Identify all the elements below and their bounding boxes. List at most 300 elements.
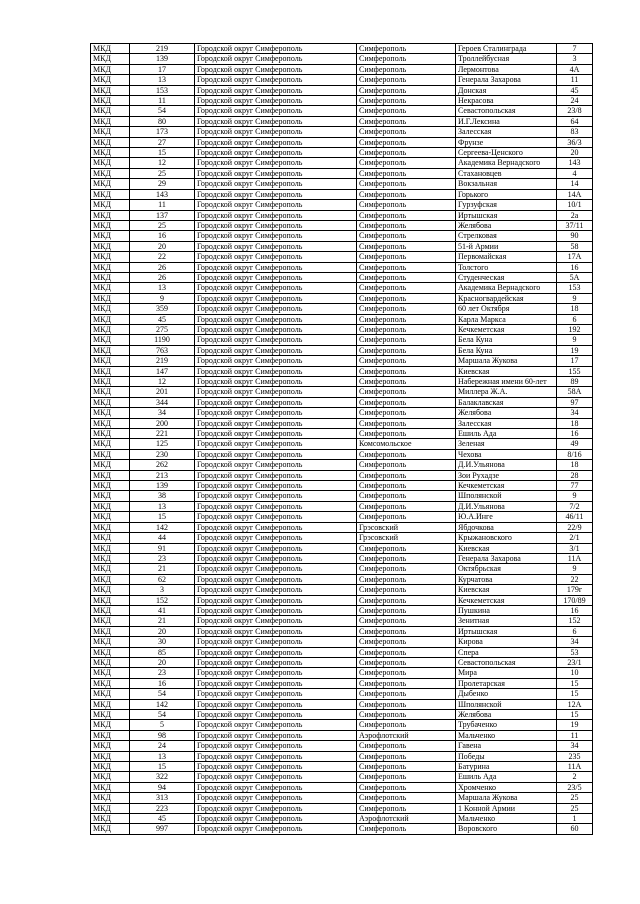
number-cell: 201 [130,387,195,397]
number-cell: 1190 [130,335,195,345]
table-row [91,304,593,314]
locality-cell: Симферополь [357,710,456,720]
district-cell: Городской округ Симферополь [195,439,357,449]
number-cell: 80 [130,116,195,126]
table-row [91,272,593,282]
street-cell: Севастопольская [456,657,557,667]
house-cell: 53 [557,647,593,657]
house-cell: 37/11 [557,220,593,230]
number-cell: 9 [130,293,195,303]
table-row [91,481,593,491]
house-cell: 10/1 [557,200,593,210]
locality-cell: Симферополь [357,616,456,626]
number-cell: 147 [130,366,195,376]
district-cell: Городской округ Симферополь [195,533,357,543]
type-cell: МКД [91,418,130,428]
type-cell: МКД [91,220,130,230]
house-cell: 6 [557,314,593,324]
locality-cell: Симферополь [357,335,456,345]
table-row [91,429,593,439]
house-cell: 9 [557,491,593,501]
house-cell: 23/5 [557,782,593,792]
locality-cell: Симферополь [357,429,456,439]
number-cell: 12 [130,158,195,168]
street-cell: Д.И.Ульянова [456,460,557,470]
table-row [91,657,593,667]
district-cell: Городской округ Симферополь [195,387,357,397]
type-cell: МКД [91,148,130,158]
table-row [91,54,593,64]
type-cell: МКД [91,605,130,615]
table-row [91,793,593,803]
table-row [91,626,593,636]
number-cell: 153 [130,85,195,95]
type-cell: МКД [91,304,130,314]
house-cell: 22/9 [557,522,593,532]
type-cell: МКД [91,377,130,387]
locality-cell: Симферополь [357,470,456,480]
district-cell: Городской округ Симферополь [195,585,357,595]
street-cell: 51-й Армии [456,241,557,251]
table-row [91,512,593,522]
house-cell: 11А [557,553,593,563]
number-cell: 20 [130,657,195,667]
house-cell: 64 [557,116,593,126]
district-cell: Городской округ Симферополь [195,751,357,761]
number-cell: 16 [130,678,195,688]
number-cell: 15 [130,148,195,158]
house-cell: 2/1 [557,533,593,543]
table-row [91,647,593,657]
district-cell: Городской округ Симферополь [195,574,357,584]
street-cell: Желябова [456,220,557,230]
number-cell: 54 [130,710,195,720]
type-cell: МКД [91,491,130,501]
locality-cell: Симферополь [357,44,456,54]
locality-cell: Симферополь [357,793,456,803]
table-row [91,782,593,792]
type-cell: МКД [91,44,130,54]
locality-cell: Симферополь [357,345,456,355]
locality-cell: Симферополь [357,64,456,74]
street-cell: Киевская [456,366,557,376]
type-cell: МКД [91,533,130,543]
house-cell: 15 [557,710,593,720]
house-cell: 2а [557,210,593,220]
type-cell: МКД [91,179,130,189]
locality-cell: Симферополь [357,262,456,272]
table-row [91,189,593,199]
locality-cell: Симферополь [357,751,456,761]
table-row [91,595,593,605]
table-row [91,148,593,158]
locality-cell: Симферополь [357,75,456,85]
number-cell: 142 [130,699,195,709]
table-row [91,200,593,210]
street-cell: Спера [456,647,557,657]
street-cell: Победы [456,751,557,761]
number-cell: 23 [130,553,195,563]
number-cell: 54 [130,689,195,699]
number-cell: 262 [130,460,195,470]
type-cell: МКД [91,252,130,262]
type-cell: МКД [91,616,130,626]
type-cell: МКД [91,96,130,106]
table-row [91,345,593,355]
type-cell: МКД [91,168,130,178]
street-cell: Ю.А.Инге [456,512,557,522]
locality-cell: Симферополь [357,179,456,189]
house-cell: 90 [557,231,593,241]
type-cell: МКД [91,64,130,74]
type-cell: МКД [91,730,130,740]
locality-cell: Симферополь [357,762,456,772]
number-cell: 20 [130,626,195,636]
district-cell: Городской округ Симферополь [195,356,357,366]
street-cell: Гавена [456,741,557,751]
district-cell: Городской округ Симферополь [195,220,357,230]
district-cell: Городской округ Симферополь [195,626,357,636]
number-cell: 21 [130,616,195,626]
district-cell: Городской округ Симферополь [195,730,357,740]
street-cell: Шполянской [456,699,557,709]
house-cell: 10 [557,668,593,678]
street-cell: Севастопольская [456,106,557,116]
number-cell: 15 [130,512,195,522]
type-cell: МКД [91,585,130,595]
house-cell: 170/89 [557,595,593,605]
table-row [91,335,593,345]
street-cell: 1 Конной Армии [456,803,557,813]
table-row [91,377,593,387]
house-cell: 7 [557,44,593,54]
table-row [91,824,593,834]
house-cell: 25 [557,793,593,803]
number-cell: 221 [130,429,195,439]
number-cell: 313 [130,793,195,803]
street-cell: Ешиль Ада [456,772,557,782]
locality-cell: Симферополь [357,148,456,158]
table-row [91,262,593,272]
street-cell: Крыжановского [456,533,557,543]
type-cell: МКД [91,481,130,491]
district-cell: Городской округ Симферополь [195,75,357,85]
house-cell: 12А [557,699,593,709]
type-cell: МКД [91,512,130,522]
house-cell: 14А [557,189,593,199]
locality-cell: Симферополь [357,356,456,366]
table-row [91,179,593,189]
number-cell: 152 [130,595,195,605]
type-cell: МКД [91,324,130,334]
type-cell: МКД [91,741,130,751]
table-row [91,522,593,532]
number-cell: 85 [130,647,195,657]
table-row [91,75,593,85]
number-cell: 230 [130,449,195,459]
locality-cell: Симферополь [357,626,456,636]
house-cell: 36/3 [557,137,593,147]
type-cell: МКД [91,678,130,688]
table-row [91,501,593,511]
locality-cell: Симферополь [357,585,456,595]
type-cell: МКД [91,772,130,782]
house-cell: 97 [557,397,593,407]
house-cell: 179г [557,585,593,595]
number-cell: 30 [130,637,195,647]
type-cell: МКД [91,127,130,137]
number-cell: 13 [130,283,195,293]
number-cell: 98 [130,730,195,740]
district-cell: Городской округ Симферополь [195,741,357,751]
district-cell: Городской округ Симферополь [195,116,357,126]
type-cell: МКД [91,803,130,813]
locality-cell: Симферополь [357,501,456,511]
type-cell: МКД [91,574,130,584]
district-cell: Городской округ Симферополь [195,137,357,147]
table-row [91,85,593,95]
street-cell: Иртышская [456,626,557,636]
district-cell: Городской округ Симферополь [195,647,357,657]
district-cell: Городской округ Симферополь [195,616,357,626]
house-cell: 18 [557,304,593,314]
number-cell: 54 [130,106,195,116]
street-cell: Пушкина [456,605,557,615]
district-cell: Городской округ Симферополь [195,272,357,282]
street-cell: Фрунзе [456,137,557,147]
table-row [91,741,593,751]
district-cell: Городской округ Симферополь [195,345,357,355]
locality-cell: Симферополь [357,564,456,574]
house-cell: 58 [557,241,593,251]
district-cell: Городской округ Симферополь [195,283,357,293]
table-row [91,168,593,178]
locality-cell: Симферополь [357,85,456,95]
house-cell: 14 [557,179,593,189]
locality-cell: Аэрофлотский [357,814,456,824]
number-cell: 38 [130,491,195,501]
table-body [91,44,593,835]
number-cell: 11 [130,96,195,106]
locality-cell: Симферополь [357,54,456,64]
street-cell: Д.И.Ульянова [456,501,557,511]
type-cell: МКД [91,241,130,251]
house-cell: 58А [557,387,593,397]
street-cell: Академика Вернадского [456,158,557,168]
house-cell: 7/2 [557,501,593,511]
number-cell: 15 [130,762,195,772]
table-row [91,470,593,480]
house-cell: 34 [557,741,593,751]
street-cell: Горького [456,189,557,199]
district-cell: Городской округ Симферополь [195,127,357,137]
locality-cell: Симферополь [357,231,456,241]
street-cell: Толстого [456,262,557,272]
number-cell: 13 [130,751,195,761]
street-cell: Кирова [456,637,557,647]
street-cell: Троллейбусная [456,54,557,64]
district-cell: Городской округ Симферополь [195,408,357,418]
table-row [91,324,593,334]
type-cell: МКД [91,637,130,647]
street-cell: Мальченко [456,814,557,824]
type-cell: МКД [91,710,130,720]
table-row [91,44,593,54]
street-cell: Вокзальная [456,179,557,189]
house-cell: 6 [557,626,593,636]
house-cell: 143 [557,158,593,168]
house-cell: 60 [557,824,593,834]
table-row [91,387,593,397]
locality-cell: Симферополь [357,637,456,647]
house-cell: 3 [557,54,593,64]
district-cell: Городской округ Симферополь [195,85,357,95]
house-cell: 152 [557,616,593,626]
house-cell: 22 [557,574,593,584]
street-cell: Генерала Захарова [456,75,557,85]
street-cell: Набережная имени 60-лет [456,377,557,387]
locality-cell: Симферополь [357,699,456,709]
table-row [91,668,593,678]
number-cell: 25 [130,168,195,178]
locality-cell: Симферополь [357,481,456,491]
house-cell: 153 [557,283,593,293]
district-cell: Городской округ Симферополь [195,262,357,272]
locality-cell: Симферополь [357,116,456,126]
type-cell: МКД [91,647,130,657]
house-cell: 8/16 [557,449,593,459]
type-cell: МКД [91,543,130,553]
number-cell: 13 [130,501,195,511]
table-row [91,252,593,262]
house-cell: 34 [557,637,593,647]
street-cell: Дыбенко [456,689,557,699]
locality-cell: Симферополь [357,595,456,605]
number-cell: 139 [130,54,195,64]
number-cell: 27 [130,137,195,147]
street-cell: Шполянской [456,491,557,501]
district-cell: Городской округ Симферополь [195,231,357,241]
district-cell: Городской округ Симферополь [195,179,357,189]
locality-cell: Симферополь [357,460,456,470]
street-cell: Красногвардейская [456,293,557,303]
district-cell: Городской округ Симферополь [195,564,357,574]
type-cell: МКД [91,356,130,366]
locality-cell: Симферополь [357,803,456,813]
district-cell: Городской округ Симферополь [195,657,357,667]
type-cell: МКД [91,85,130,95]
data-table [90,43,593,835]
house-cell: 4 [557,168,593,178]
street-cell: Залесская [456,418,557,428]
street-cell: Стрелковая [456,231,557,241]
street-cell: Залесская [456,127,557,137]
type-cell: МКД [91,366,130,376]
table-row [91,460,593,470]
locality-cell: Симферополь [357,200,456,210]
table-row [91,533,593,543]
house-cell: 23/1 [557,657,593,667]
district-cell: Городской округ Симферополь [195,637,357,647]
type-cell: МКД [91,283,130,293]
type-cell: МКД [91,262,130,272]
type-cell: МКД [91,460,130,470]
type-cell: МКД [91,751,130,761]
locality-cell: Симферополь [357,366,456,376]
house-cell: 25 [557,803,593,813]
house-cell: 24 [557,96,593,106]
house-cell: 5А [557,272,593,282]
number-cell: 763 [130,345,195,355]
street-cell: Сергеева-Ценского [456,148,557,158]
district-cell: Городской округ Симферополь [195,54,357,64]
street-cell: Балаклавская [456,397,557,407]
table-row [91,241,593,251]
street-cell: Некрасова [456,96,557,106]
number-cell: 219 [130,44,195,54]
number-cell: 26 [130,272,195,282]
street-cell: Ябдочкова [456,522,557,532]
district-cell: Городской округ Симферополь [195,501,357,511]
street-cell: Миллера Ж.А. [456,387,557,397]
street-cell: Маршала Жукова [456,793,557,803]
house-cell: 34 [557,408,593,418]
locality-cell: Симферополь [357,418,456,428]
type-cell: МКД [91,54,130,64]
type-cell: МКД [91,553,130,563]
number-cell: 213 [130,470,195,480]
table-row [91,408,593,418]
locality-cell: Грэсовский [357,533,456,543]
table-row [91,720,593,730]
district-cell: Городской округ Симферополь [195,418,357,428]
type-cell: МКД [91,75,130,85]
locality-cell: Симферополь [357,241,456,251]
house-cell: 20 [557,148,593,158]
house-cell: 11 [557,75,593,85]
street-cell: Батурина [456,762,557,772]
house-cell: 3/1 [557,543,593,553]
district-cell: Городской округ Симферополь [195,689,357,699]
table-row [91,418,593,428]
number-cell: 322 [130,772,195,782]
district-cell: Городской округ Симферополь [195,189,357,199]
number-cell: 997 [130,824,195,834]
type-cell: МКД [91,626,130,636]
number-cell: 223 [130,803,195,813]
house-cell: 1 [557,814,593,824]
district-cell: Городской округ Симферополь [195,814,357,824]
locality-cell: Симферополь [357,324,456,334]
locality-cell: Симферополь [357,772,456,782]
type-cell: МКД [91,335,130,345]
house-cell: 45 [557,85,593,95]
district-cell: Городской округ Симферополь [195,158,357,168]
number-cell: 5 [130,720,195,730]
type-cell: МКД [91,231,130,241]
type-cell: МКД [91,501,130,511]
house-cell: 18 [557,460,593,470]
table-row [91,449,593,459]
street-cell: Стахановцев [456,168,557,178]
number-cell: 13 [130,75,195,85]
locality-cell: Комсомольское [357,439,456,449]
district-cell: Городской округ Симферополь [195,200,357,210]
table-row [91,158,593,168]
locality-cell: Симферополь [357,96,456,106]
street-cell: Ешиль Ада [456,429,557,439]
number-cell: 29 [130,179,195,189]
